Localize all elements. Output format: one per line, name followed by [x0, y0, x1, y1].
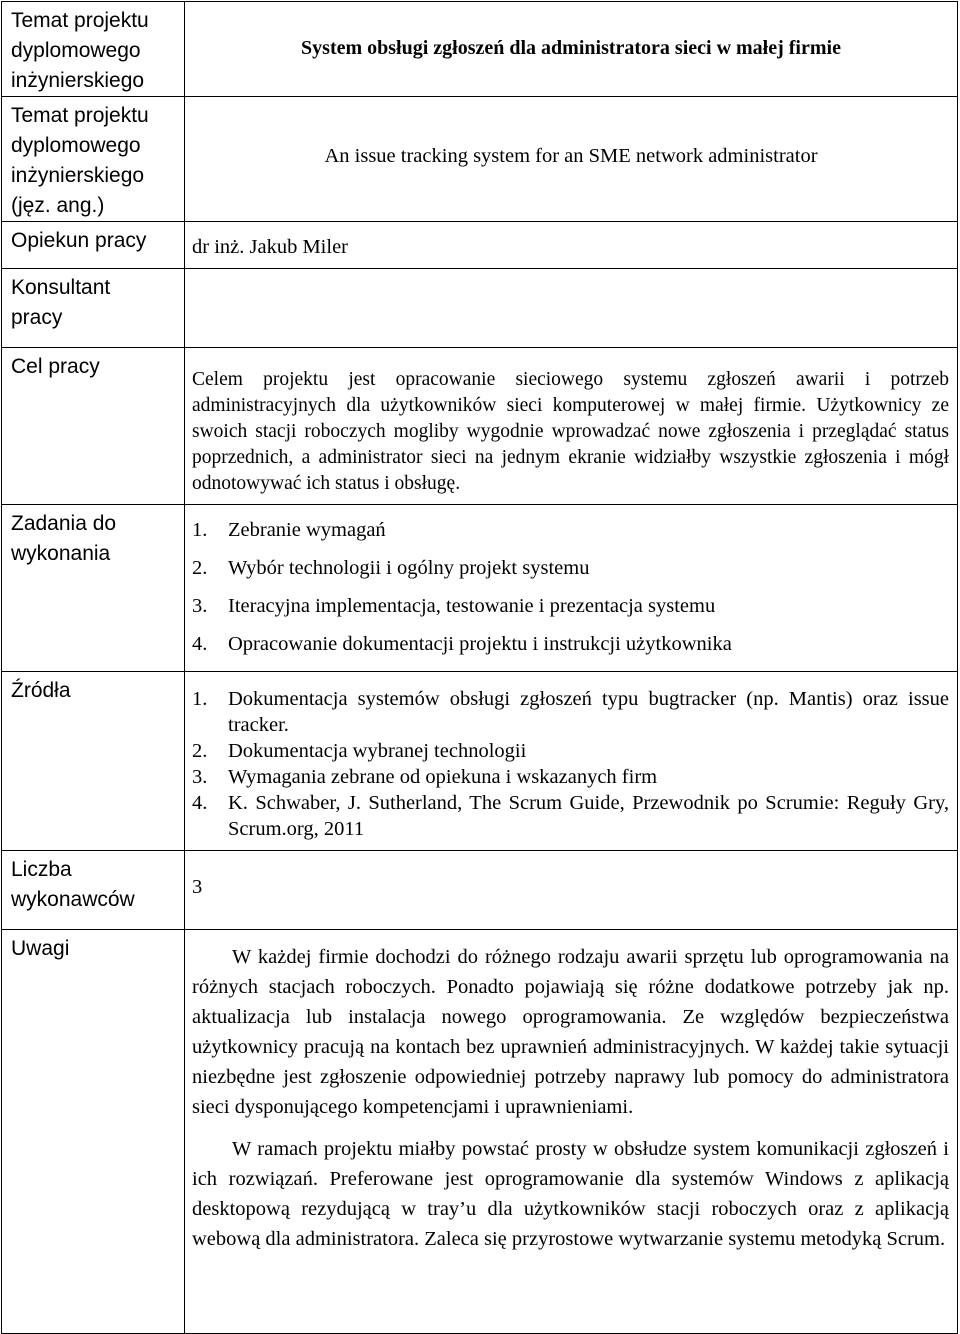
- row-topic-pl: [2, 2, 958, 97]
- label-supervisor: Opiekun pracy: [2, 222, 185, 269]
- list-item: 2. Dokumentacja wybranej technologii: [192, 740, 527, 762]
- project-form-table: [1, 1, 958, 1334]
- remarks-paragraph: W każdej firmie dochodzi do różnego rodzaju awarii sprzętu lub oprogramowania na różnych stacjach roboczych. Ponadto pojawiają się różne dodatkowe potrzeby jak np. aktualizacja lub instalacja nowego oprogramowania. Ze względów bezpieczeństwa użytkownicy pracują na kontach bez uprawnień administracyjnych. W każdej takie sytuacji niezbędne jest zgłoszenie odpowiedniej potrzeby naprawy lub pomocy do administratora sieci dysponującego kompetencjami i uprawnieniami.: [192, 946, 949, 1118]
- value-sources: [185, 672, 958, 851]
- label-sources: Źródła: [2, 672, 185, 851]
- label-tasks: Zadania do wykonania: [2, 505, 185, 672]
- topic-en-text: An issue tracking system for an SME network administrator: [324, 145, 818, 167]
- value-team-size: [185, 851, 958, 930]
- remarks-text: [192, 942, 949, 1254]
- label-remarks: Uwagi: [2, 930, 185, 1334]
- value-topic-pl: [185, 2, 958, 97]
- remarks-paragraph: W ramach projektu miałby powstać prosty w obsłudze system komunikacji zgłoszeń i ich rozwiązań. Preferowane jest oprogramowanie dla systemów Windows z aplikacją desktopową rezydującą w tray’u dla użytkowników stacji roboczych oraz z aplikacją webową dla administratora. Zaleca się przyrostowe wytwarzanie systemu metodyką Scrum.: [192, 1138, 949, 1250]
- list-item: 1. Zebranie wymagań: [192, 519, 386, 541]
- topic-pl-text: System obsługi zgłoszeń dla administratora sieci w małej firmie: [301, 37, 841, 59]
- value-consultant: [185, 269, 958, 348]
- list-item: 2. Wybór technologii i ogólny projekt systemu: [192, 557, 590, 579]
- list-item: 3. Iteracyjna implementacja, testowanie i prezentacja systemu: [192, 595, 716, 617]
- label-consultant: Konsultant pracy: [2, 269, 185, 348]
- team-size-text: 3: [192, 876, 203, 898]
- value-supervisor: [185, 222, 958, 269]
- row-tasks: [2, 505, 958, 672]
- row-consultant: [2, 269, 958, 348]
- sources-list: [192, 686, 949, 842]
- list-item: 3. Wymagania zebrane od opiekuna i wskazanych firm: [192, 766, 658, 788]
- value-remarks: [185, 930, 958, 1334]
- row-team-size: [2, 851, 958, 930]
- row-supervisor: [2, 222, 958, 269]
- list-item: 4. K. Schwaber, J. Sutherland, The Scrum Guide, Przewodnik po Scrumie: Reguły Gry, Scrum.org, 2011: [192, 792, 949, 840]
- row-remarks: [2, 930, 958, 1334]
- row-goal: [2, 348, 958, 505]
- value-tasks: [185, 505, 958, 672]
- tasks-list: [192, 519, 949, 671]
- goal-text: Celem projektu jest opracowanie sieciowego systemu zgłoszeń awarii i potrzeb administracyjnych dla użytkowników sieci komputerowej w małej firmie. Użytkownicy ze swoich stacji roboczych mogliby wygodnie wprowadzać nowe zgłoszenia i przeglądać status poprzednich, a administrator sieci na jednym ekranie widziałby wszystkie zgłoszenia i mógł odnotowywać ich status i obsługę.: [192, 369, 949, 494]
- supervisor-text: dr inż. Jakub Miler: [192, 236, 348, 258]
- value-goal: [185, 348, 958, 505]
- label-topic-pl: Temat projektu dyplomowego inżynierskiego: [2, 2, 185, 97]
- list-item: 4. Opracowanie dokumentacji projektu i instrukcji użytkownika: [192, 633, 732, 655]
- label-goal: Cel pracy: [2, 348, 185, 505]
- row-sources: [2, 672, 958, 851]
- value-topic-en: [185, 97, 958, 222]
- list-item: 1. Dokumentacja systemów obsługi zgłoszeń typu bugtracker (np. Mantis) oraz issue tracker.: [192, 688, 949, 736]
- row-topic-en: [2, 97, 958, 222]
- label-team-size: Liczba wykonawców: [2, 851, 185, 930]
- label-topic-en: Temat projektu dyplomowego inżynierskiego (jęz. ang.): [2, 97, 185, 222]
